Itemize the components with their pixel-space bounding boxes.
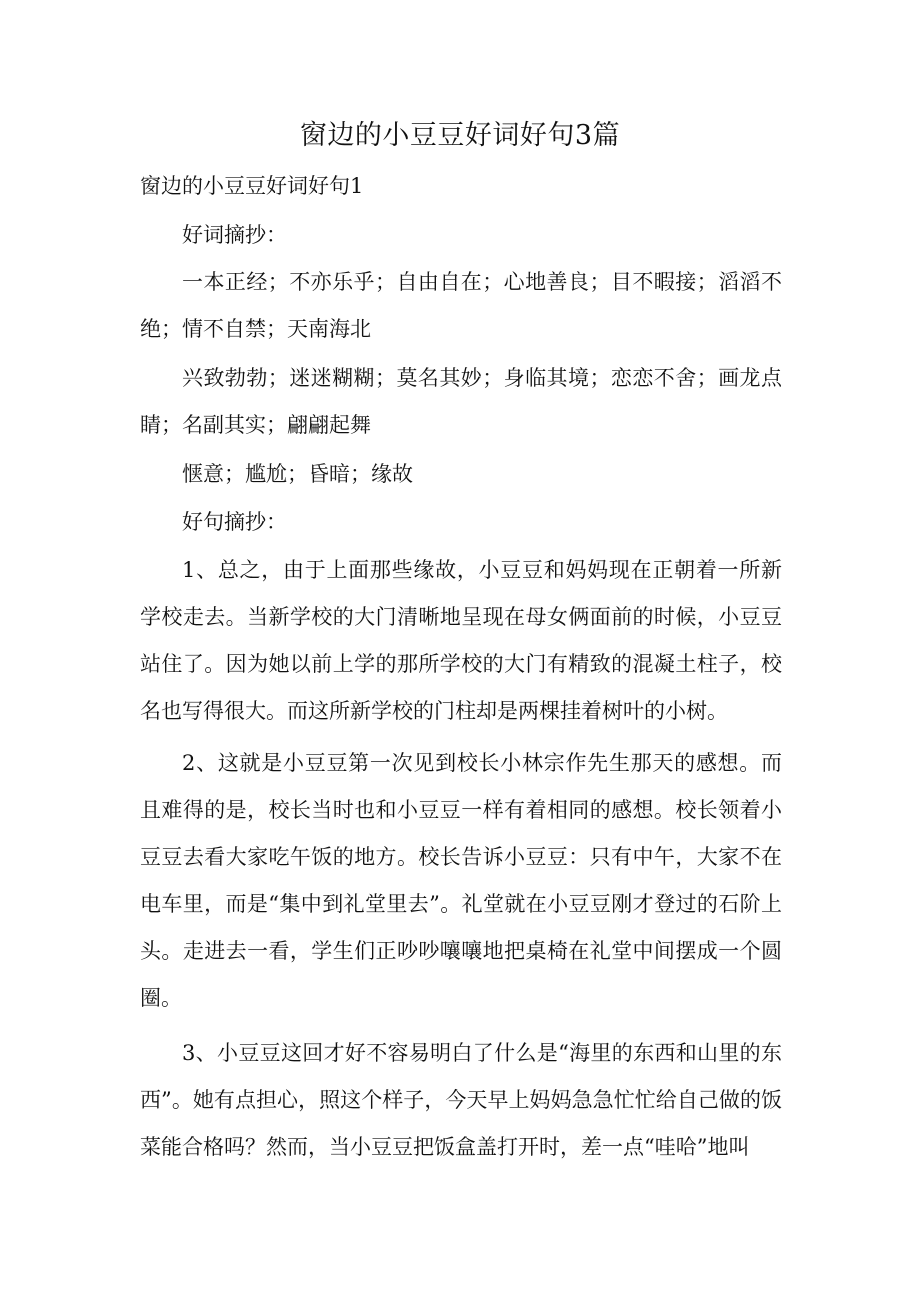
document-title: 窗边的小豆豆好词好句3篇 (299, 120, 621, 151)
good-sentence-paragraph: 2、这就是小豆豆第一次见到校长小林宗作先生那天的感想。而且难得的是，校长当时也和小豆豆一样有着相同的感想。校长领着小豆豆去看大家吃午饭的地方。校长告诉小豆豆：只有中午，大家不在电车里，而是“集中到礼堂里去”。礼堂就在小豆豆刚才登过的石阶上头。走进去一看，学生们正吵吵嚷嚷地把桌椅在礼堂中间摆成一个圆圈。 (140, 751, 782, 1010)
good-sentences-label: 好句摘抄： (182, 510, 287, 534)
good-words-paragraph: 一本正经；不亦乐乎；自由自在；心地善良；目不暇接；滔滔不绝；情不自禁；天南海北 (140, 270, 782, 341)
good-sentence-paragraph: 1、总之，由于上面那些缘故，小豆豆和妈妈现在正朝着一所新学校走去。当新学校的大门清晰地呈现在母女俩面前的时候，小豆豆站住了。因为她以前上学的那所学校的大门有精致的混凝土柱子，校名也写得很大。而这所新学校的门柱却是两棵挂着树叶的小树。 (140, 558, 782, 723)
good-words-label: 好词摘抄： (182, 223, 287, 247)
good-sentence-paragraph: 3、小豆豆这回才好不容易明白了什么是“海里的东西和山里的东西”。她有点担心，照这个样子，今天早上妈妈急急忙忙给自己做的饭菜能合格吗？然而，当小豆豆把饭盒盖打开时，差一点“哇哈”地叫 (140, 1041, 782, 1159)
good-words-paragraph: 兴致勃勃；迷迷糊糊；莫名其妙；身临其境；恋恋不舍；画龙点睛；名副其实；翩翩起舞 (140, 366, 782, 437)
section-heading: 窗边的小豆豆好词好句1 (140, 174, 364, 198)
good-words-paragraph: 惬意；尴尬；昏暗；缘故 (182, 462, 413, 486)
